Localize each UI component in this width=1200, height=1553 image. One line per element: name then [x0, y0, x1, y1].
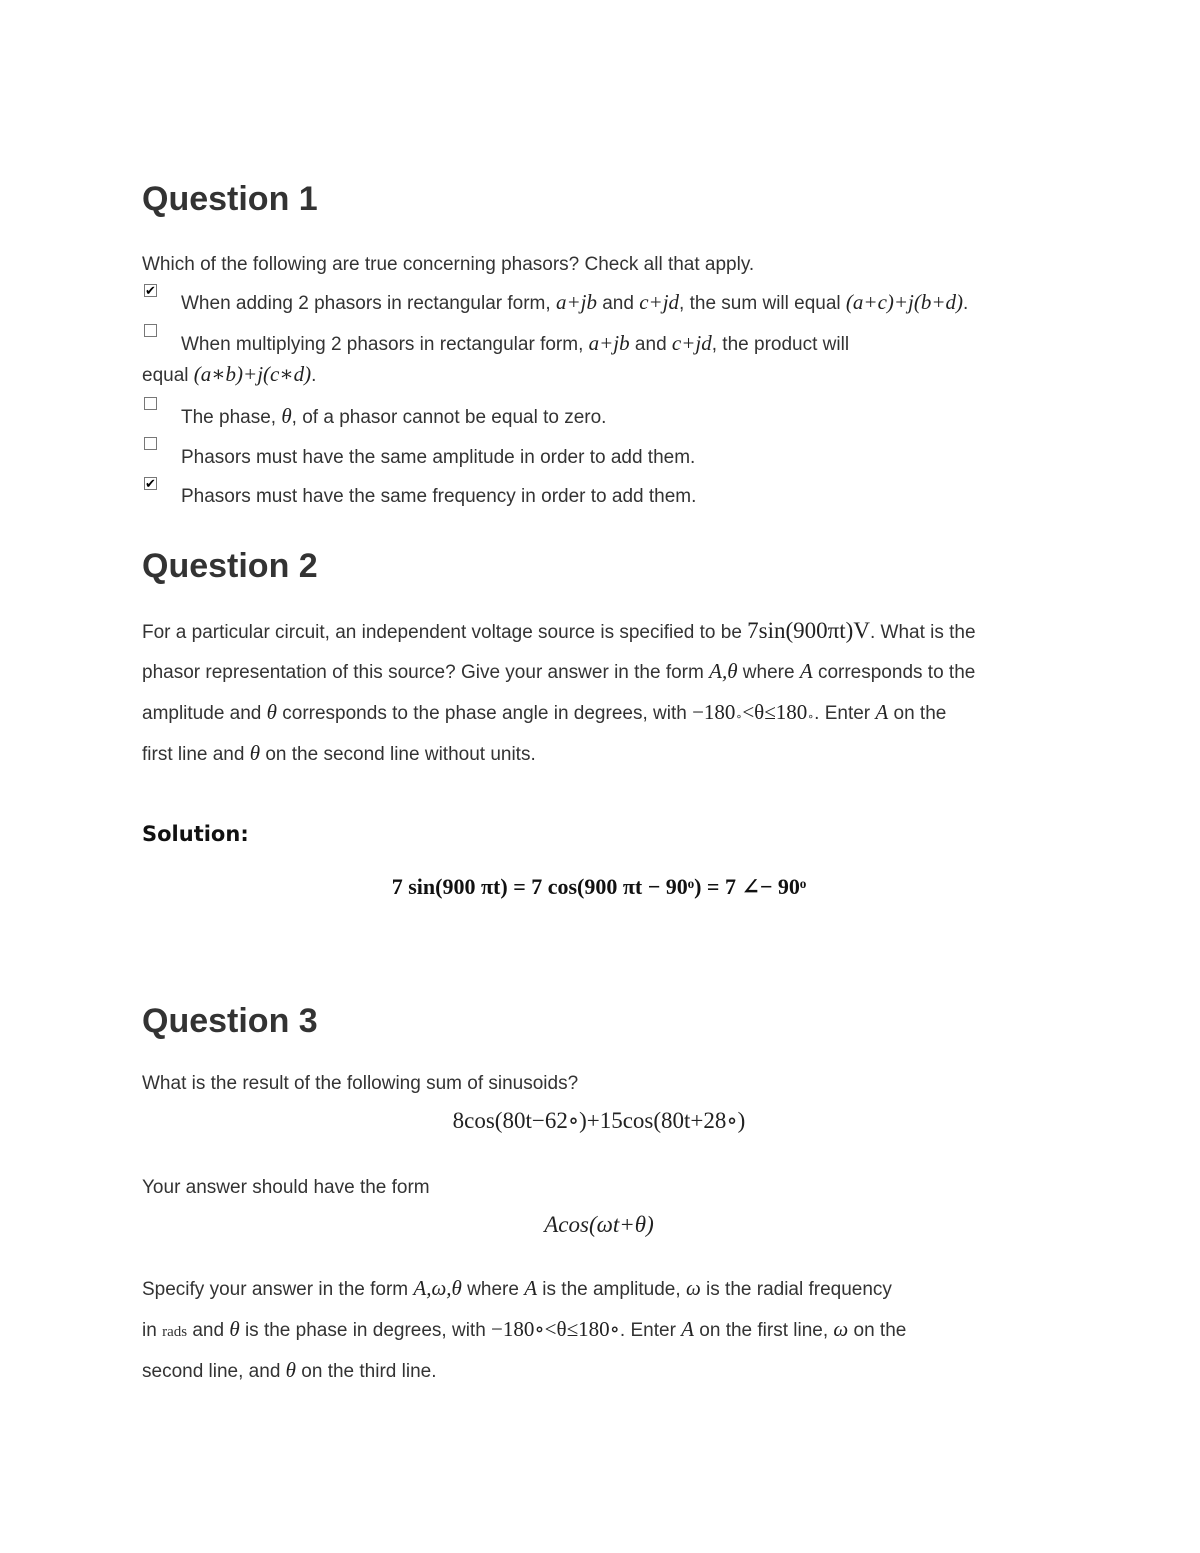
- checkbox-option-4[interactable]: [144, 437, 157, 450]
- checkbox-option-2[interactable]: [144, 324, 157, 337]
- question-3-form-text: Your answer should have the form: [142, 1177, 430, 1198]
- question-3-form-equation: Acos(ωt+θ): [544, 1212, 654, 1237]
- solution-label: Solution:: [142, 822, 249, 846]
- question-2-line-1: For a particular circuit, an independent voltage source is specified to be 7sin(900πt)V. What is the: [142, 618, 976, 643]
- question-2-line-2: phasor representation of this source? Give your answer in the form A,θ where A corresponds to the: [142, 659, 976, 683]
- option-4: Phasors must have the same amplitude in order to add them.: [181, 447, 696, 468]
- question-3-prompt: What is the result of the following sum of sinusoids?: [142, 1073, 579, 1094]
- question-3-sum-equation: 8cos(80t−62∘)+15cos(80t+28∘): [452, 1108, 746, 1133]
- question-2-line-3: amplitude and θ corresponds to the phase angle in degrees, with $-180_\circ<\theta\le 180_\circ$. Enter A on the: [142, 700, 947, 724]
- checkbox-option-5[interactable]: ✔: [145, 476, 156, 491]
- option-2: When multiplying 2 phasors in rectangular form, a+jb and c+jd, the product will: [181, 331, 850, 355]
- question-3-line-2: in rads and θ is the phase in degrees, with −180∘<θ≤180∘. Enter A on the first line, ω on the: [142, 1317, 907, 1341]
- option-5: Phasors must have the same frequency in order to add them.: [181, 486, 697, 507]
- option-3: The phase, θ, of a phasor cannot be equal to zero.: [181, 404, 607, 428]
- solution-equation: 7 sin(900 πt) = 7 cos(900 πt − 90ᵒ) = 7 ∠− 90ᵒ: [391, 874, 807, 899]
- question-1-title: Question 1: [142, 180, 318, 218]
- option-2-continued: equal (a∗b)+j(c∗d).: [142, 362, 317, 386]
- question-2-title: Question 2: [142, 547, 318, 585]
- question-2-line-4: first line and θ on the second line without units.: [142, 741, 536, 765]
- question-3-title: Question 3: [142, 1002, 318, 1040]
- checkbox-option-3[interactable]: [144, 397, 157, 410]
- question-1-prompt: Which of the following are true concerning phasors? Check all that apply.: [142, 254, 755, 275]
- option-1: When adding 2 phasors in rectangular form, a+jb and c+jd, the sum will equal (a+c)+j(b+d).: [181, 290, 969, 314]
- question-3-line-3: second line, and θ on the third line.: [142, 1358, 437, 1382]
- checkbox-option-1[interactable]: ✔: [145, 283, 156, 298]
- question-3-line-1: Specify your answer in the form A,ω,θ where A is the amplitude, ω is the radial frequency: [142, 1276, 892, 1300]
